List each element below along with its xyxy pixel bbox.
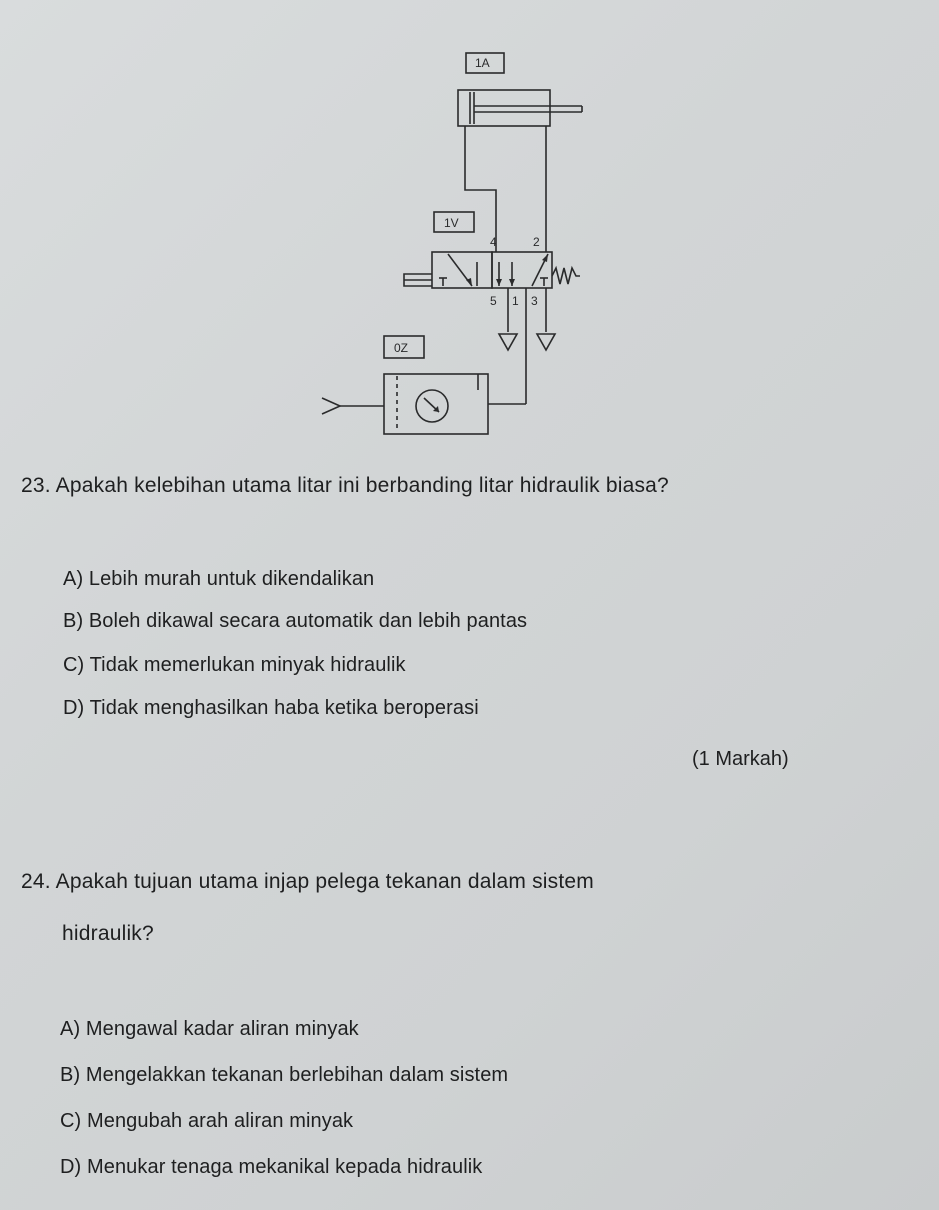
cylinder-body — [458, 90, 550, 126]
port-1-label: 1 — [512, 294, 519, 308]
question-23-option-b: B) Boleh dikawal secara automatik dan lebih pantas — [63, 610, 528, 632]
port-5-label: 5 — [490, 294, 497, 308]
valve-label: 1V — [444, 216, 459, 230]
valve-right-box — [492, 252, 552, 288]
pneumatic-circuit-diagram — [300, 40, 620, 450]
cylinder-label: 1A — [475, 56, 490, 70]
valve-left-box — [432, 252, 492, 288]
question-23-text: 23. Apakah kelebihan utama litar ini berbanding litar hidraulik biasa? — [21, 474, 669, 497]
question-24-text-line2: hidraulik? — [62, 922, 154, 945]
service-unit — [384, 374, 488, 434]
source-label: 0Z — [394, 341, 409, 355]
port-2-label: 2 — [533, 235, 540, 249]
question-24-option-d: D) Menukar tenaga mekanikal kepada hidraulik — [60, 1156, 483, 1178]
question-24-option-c: C) Mengubah arah aliran minyak — [60, 1110, 354, 1132]
question-23-marks: (1 Markah) — [692, 748, 789, 770]
question-23-option-d: D) Tidak menghasilkan haba ketika beroperasi — [63, 697, 479, 719]
question-24-text-line1: 24. Apakah tujuan utama injap pelega tekanan dalam sistem — [21, 870, 594, 893]
question-23-option-c: C) Tidak memerlukan minyak hidraulik — [63, 654, 406, 676]
question-24-option-b: B) Mengelakkan tekanan berlebihan dalam sistem — [60, 1064, 509, 1086]
port-4-label: 4 — [490, 235, 497, 249]
question-24-option-a: A) Mengawal kadar aliran minyak — [60, 1018, 359, 1040]
question-23-option-a: A) Lebih murah untuk dikendalikan — [63, 568, 375, 590]
port-3-label: 3 — [531, 294, 538, 308]
